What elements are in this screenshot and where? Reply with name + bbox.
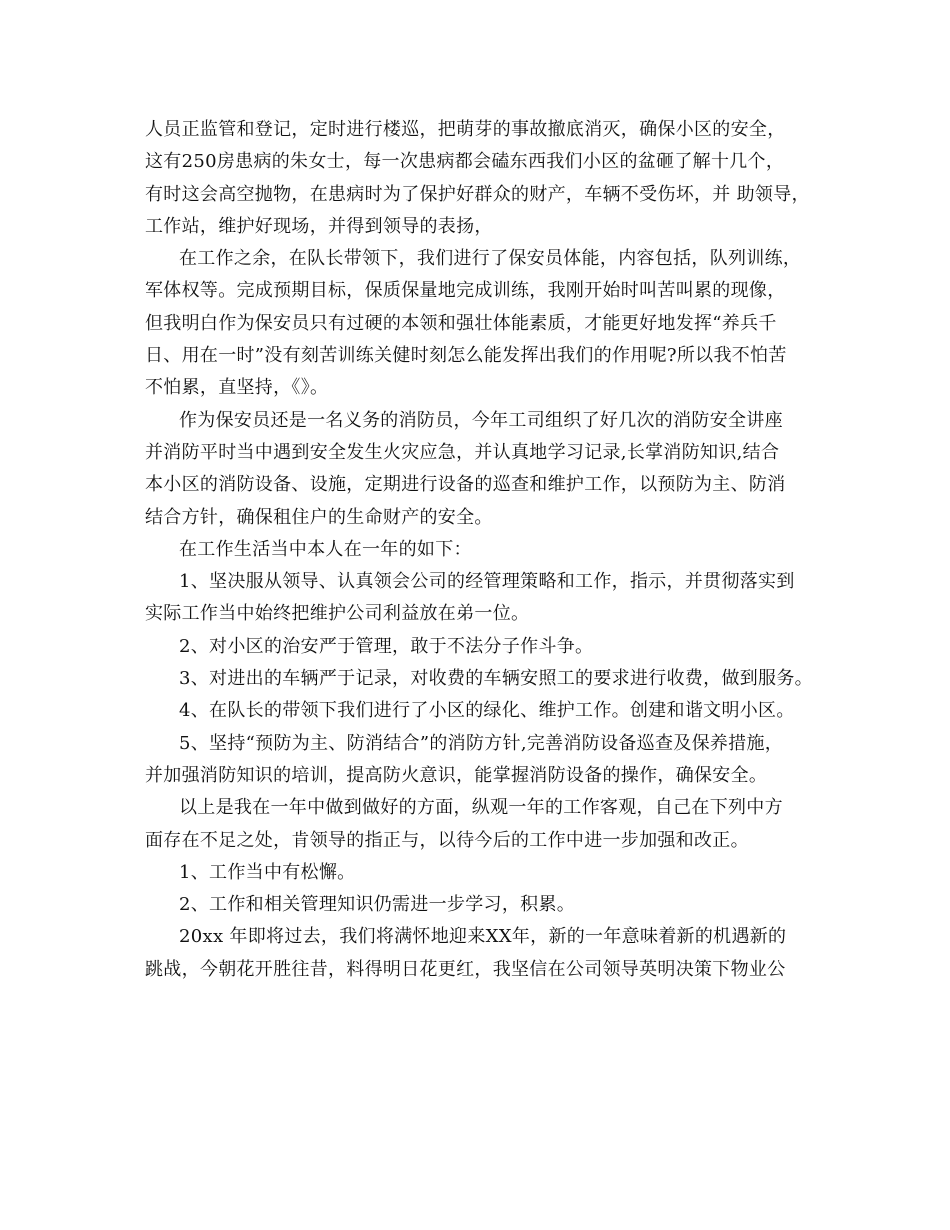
text-line: 军体权等。完成预期目标，保质保量地完成训练，我刚开始时叫苦叫累的现像， (145, 280, 786, 302)
document-body (145, 114, 825, 986)
text-line: 但我明白作为保安员只有过硬的本领和强壮体能素质，才能更好地发挥“养兵千 (145, 312, 777, 334)
text-line: 不怕累，直坚持，《》。 (145, 377, 329, 399)
text-line: 有时这会高空抛物，在患病时为了保护好群众的财产，车辆不受伤坏，并 助领导， (145, 183, 810, 205)
text-line: 1、坚决服从领导、认真领会公司的经管理策略和工作，指示，并贯彻落实到 (179, 571, 795, 593)
text-line: 5、坚持“预防为主、防消结合”的消防方针,完善消防设备巡查及保养措施， (179, 732, 784, 754)
text-line: 这有250房患病的朱女士，每一次患病都会磕东西我们小区的盆砸了解十几个， (145, 151, 785, 173)
text-line: 人员正监管和登记，定时进行楼巡，把萌芽的事故撤底消灭，确保小区的安全， (145, 119, 786, 140)
text-line: 4、在队长的带领下我们进行了小区的绿化、维护工作。创建和谐文明小区。 (179, 700, 795, 722)
text-line: 并加强消防知识的培训，提高防火意识，能掌握消防设备的操作，确保安全。 (145, 764, 768, 786)
text-line: 跳战，今朝花开胜往昔，料得明日花更红，我坚信在公司领导英明决策下物业公 (145, 958, 786, 980)
text-line: 3、对进出的车辆严于记录，对收费的车辆安照工的要求进行收费，做到服务。 (179, 668, 813, 690)
text-line: 工作站，维护好现场，并得到领导的表扬， (145, 215, 493, 237)
text-line: 以上是我在一年中做到做好的方面，纵观一年的工作客观，自己在下列中方 (179, 797, 783, 819)
text-line: 日、用在一时”没有刻苦训练关健时刻怎么能发挥出我们的作用呢?所以我不怕苦 (145, 345, 787, 367)
text-line: 结合方针，确保租住户的生命财产的安全。 (145, 506, 493, 528)
text-line: 作为保安员还是一名义务的消防员，今年工司组织了好几次的消防安全讲座 (179, 409, 783, 431)
text-line: 20xx 年即将过去，我们将满怀地迎来XX年，新的一年意味着新的机遇新的 (179, 926, 787, 948)
text-line: 面存在不足之处，肯领导的指正与，以待今后的工作中进一步加强和改正。 (145, 829, 749, 851)
text-line: 本小区的消防设备、设施，定期进行设备的巡查和维护工作，以预防为主、防消 (145, 474, 786, 496)
text-line: 2、工作和相关管理知识仍需进一步学习，积累。 (179, 894, 576, 916)
text-line: 2、对小区的治安严于管理，敢于不法分子作斗争。 (179, 635, 594, 657)
text-line: 1、工作当中有松懈。 (179, 861, 356, 883)
text-line: 并消防平时当中遇到安全发生火灾应急，并认真地学习记录,长掌消防知识,结合 (145, 441, 780, 463)
text-line: 在工作生活当中本人在一年的如下： (179, 538, 472, 560)
text-line: 实际工作当中始终把维护公司利益放在弟一位。 (145, 603, 530, 625)
text-line: 在工作之余，在队长带领下，我们进行了保安员体能，内容包括，队列训练， (179, 248, 802, 270)
